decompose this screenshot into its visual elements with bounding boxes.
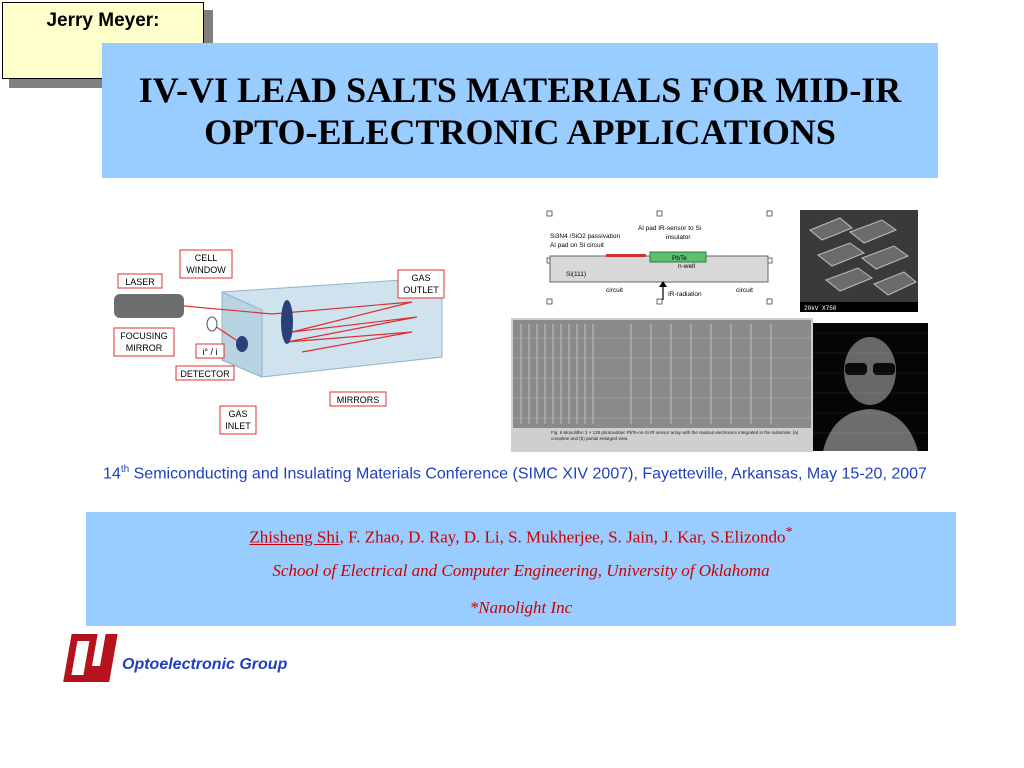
detector-shape <box>236 336 248 352</box>
label-passivation: Si3N4 /SiO2 passivation <box>550 233 621 240</box>
cross-section-svg <box>546 210 774 306</box>
sensor-cross-section <box>546 210 774 306</box>
label-al-pad-sensor: Al pad IR-sensor to Si <box>638 225 702 232</box>
label-n-well: n-well <box>678 263 695 270</box>
mirror-shape <box>281 300 293 344</box>
setup-svg <box>112 232 458 442</box>
title-box <box>102 43 938 178</box>
presenter-name: Jerry Meyer: <box>46 10 160 31</box>
label-gas-in: GAS <box>228 409 248 419</box>
sem-micrograph <box>800 210 918 312</box>
label-pbte: PbTe <box>672 255 687 262</box>
label-si: Si(111) <box>566 271 586 278</box>
nanolight-affiliation: *Nanolight Inc <box>469 598 573 617</box>
focusing-mirror-shape <box>207 317 217 331</box>
sem-caption: 20kV X750 <box>804 305 837 312</box>
face-svg <box>813 323 928 451</box>
label-al-pad-circuit: Al pad on Si circuit <box>550 242 604 249</box>
label-inlet: INLET <box>225 421 251 431</box>
lead-author: Zhisheng Shi <box>249 527 340 547</box>
authors-line <box>86 524 956 548</box>
conference-number: 14 <box>103 465 121 483</box>
ir-thermal-image <box>813 323 928 451</box>
label-ratio: i° / i <box>202 347 218 357</box>
label-laser: LASER <box>125 277 155 287</box>
label-focusing: FOCUSING <box>120 331 168 341</box>
conference-ordinal: th <box>120 464 130 475</box>
label-circuit-left: circuit <box>606 287 623 294</box>
group-name: Optoelectronic Group <box>122 656 288 673</box>
ou-logo <box>62 632 118 684</box>
label-detector: DETECTOR <box>180 369 230 379</box>
label-mirror: MIRROR <box>125 343 163 353</box>
label-ir-radiation: IR-radiation <box>668 291 702 298</box>
author-footnote-mark: * <box>785 524 793 540</box>
sem-svg <box>800 210 918 312</box>
sensor-array-chip-photo <box>511 318 813 452</box>
page-title: IV-VI LEAD SALTS MATERIALS FOR MID-IR OPTO-ELECTRONIC APPLICATIONS <box>138 69 902 152</box>
label-window: WINDOW <box>186 265 226 275</box>
affiliation: School of Electrical and Computer Engineering, University of Oklahoma <box>272 561 770 580</box>
label-insulator: insulator <box>666 234 691 241</box>
chip-caption: Fig. 5 Monolithic 2 × 128 photovoltaic PbTe-on-Si IR sensor array with the readout electronics integrated in the substrate: (a) complete and (b) partial enlarged view. <box>551 430 799 441</box>
conference-text: Semiconducting and Insulating Materials Conference (SIMC XIV 2007), Fayetteville, Arkansas, May 15-20, 2007 <box>129 465 927 483</box>
ou-logo-svg <box>62 632 118 684</box>
label-gas-out: GAS <box>411 273 431 283</box>
label-mirrors: MIRRORS <box>336 395 380 405</box>
label-outlet: OUTLET <box>403 285 439 295</box>
gas-cell-setup-diagram <box>112 232 458 442</box>
conference-info <box>90 460 940 484</box>
authors-box <box>86 512 956 626</box>
co-authors: , F. Zhao, D. Ray, D. Li, S. Mukherjee, S. Jain, J. Kar, S.Elizondo <box>339 527 786 547</box>
chip-svg <box>511 318 813 452</box>
laser-body <box>114 294 184 318</box>
al-pad <box>606 254 646 257</box>
label-circuit-right: circuit <box>736 287 753 294</box>
label-cell: CELL <box>194 253 218 263</box>
